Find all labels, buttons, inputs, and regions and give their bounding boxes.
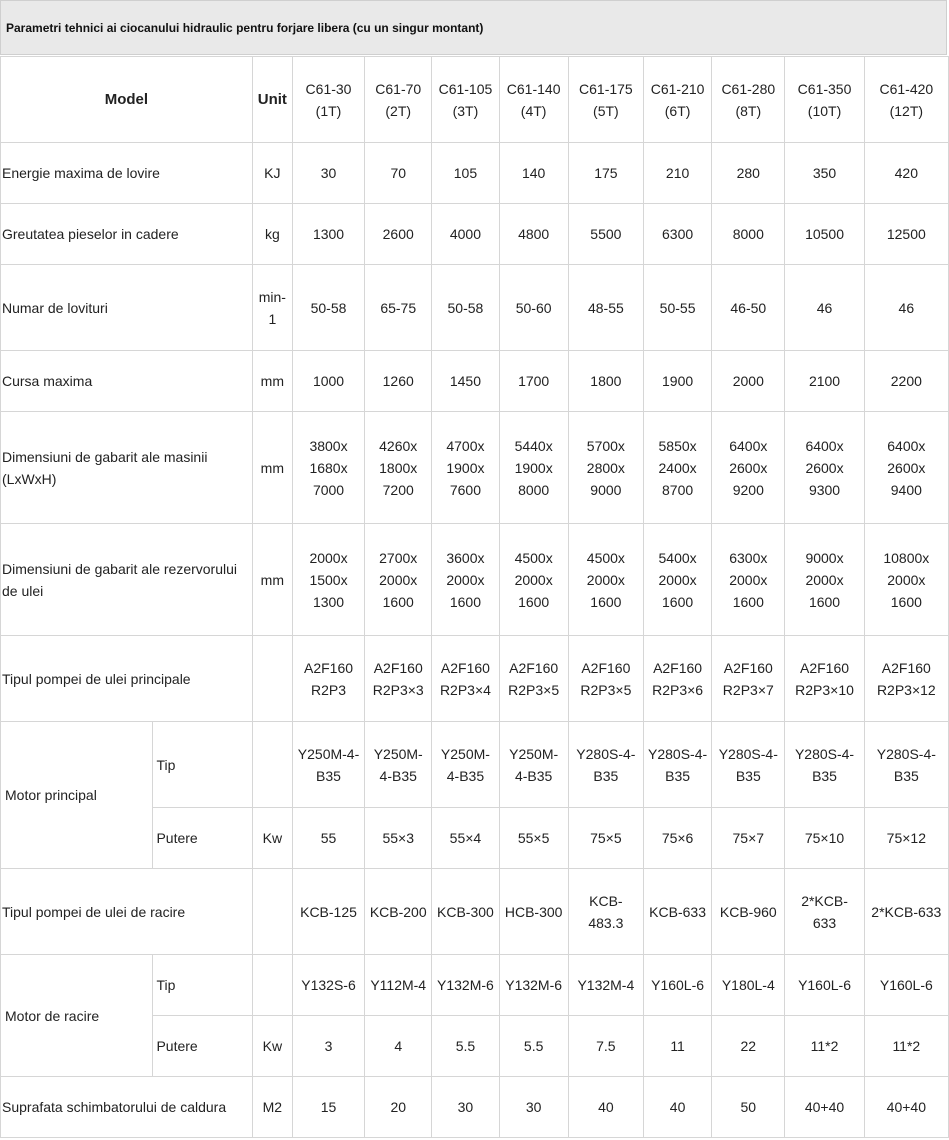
row-lovituri bbox=[1, 265, 949, 351]
unit-cell bbox=[252, 869, 292, 955]
row-greutate bbox=[1, 204, 949, 265]
value-cell: 5850x 2400x 8700 bbox=[643, 412, 711, 524]
value-cell: 7.5 bbox=[568, 1016, 643, 1077]
value-cell: 4000 bbox=[432, 204, 499, 265]
sub-label: Tip bbox=[153, 955, 252, 1016]
value-cell: KCB-125 bbox=[292, 869, 364, 955]
value-cell: 5500 bbox=[568, 204, 643, 265]
value-cell: 140 bbox=[499, 143, 568, 204]
value-cell: Y280S-4- B35 bbox=[643, 722, 711, 808]
value-cell: 1300 bbox=[292, 204, 364, 265]
value-cell: 1260 bbox=[365, 351, 432, 412]
unit-cell: mm bbox=[252, 412, 292, 524]
value-cell: 6400x 2600x 9200 bbox=[712, 412, 785, 524]
value-cell: 40 bbox=[568, 1077, 643, 1138]
unit-cell: KJ bbox=[252, 143, 292, 204]
value-cell: 2600 bbox=[365, 204, 432, 265]
value-cell: 55 bbox=[292, 808, 364, 869]
value-cell: KCB-200 bbox=[365, 869, 432, 955]
value-cell: 3 bbox=[292, 1016, 364, 1077]
header-row bbox=[1, 57, 949, 143]
unit-cell: mm bbox=[252, 524, 292, 636]
unit-cell bbox=[252, 722, 292, 808]
value-cell: 30 bbox=[292, 143, 364, 204]
value-cell: A2F160 R2P3×12 bbox=[864, 636, 948, 722]
value-cell: 8000 bbox=[712, 204, 785, 265]
param-label: Greutatea pieselor in cadere bbox=[1, 204, 253, 265]
value-cell: 75×5 bbox=[568, 808, 643, 869]
param-label: Numar de lovituri bbox=[1, 265, 253, 351]
value-cell: 65-75 bbox=[365, 265, 432, 351]
value-cell: 22 bbox=[712, 1016, 785, 1077]
value-cell: Y280S-4- B35 bbox=[785, 722, 864, 808]
value-cell: Y280S-4- B35 bbox=[568, 722, 643, 808]
value-cell: 75×6 bbox=[643, 808, 711, 869]
param-label: Dimensiuni de gabarit ale rezervorului de ulei bbox=[1, 524, 253, 636]
value-cell: Y132S-6 bbox=[292, 955, 364, 1016]
model-column-header: C61-350 (10T) bbox=[785, 57, 864, 143]
model-header: Model bbox=[1, 57, 253, 143]
value-cell: 30 bbox=[432, 1077, 499, 1138]
value-cell: 5400x 2000x 1600 bbox=[643, 524, 711, 636]
value-cell: 4700x 1900x 7600 bbox=[432, 412, 499, 524]
value-cell: 4 bbox=[365, 1016, 432, 1077]
value-cell: 12500 bbox=[864, 204, 948, 265]
value-cell: Y250M-4- B35 bbox=[292, 722, 364, 808]
value-cell: 3600x 2000x 1600 bbox=[432, 524, 499, 636]
value-cell: Y160L-6 bbox=[864, 955, 948, 1016]
model-column-header: C61-105 (3T) bbox=[432, 57, 499, 143]
param-label: Tipul pompei de ulei de racire bbox=[1, 869, 253, 955]
value-cell: A2F160 R2P3×7 bbox=[712, 636, 785, 722]
value-cell: 11*2 bbox=[864, 1016, 948, 1077]
value-cell: 4500x 2000x 1600 bbox=[568, 524, 643, 636]
value-cell: 6400x 2600x 9300 bbox=[785, 412, 864, 524]
group-label: Motor de racire bbox=[1, 955, 153, 1077]
value-cell: 2200 bbox=[864, 351, 948, 412]
row-gabarit_masina bbox=[1, 412, 949, 524]
value-cell: 55×5 bbox=[499, 808, 568, 869]
value-cell: 75×12 bbox=[864, 808, 948, 869]
value-cell: 50-60 bbox=[499, 265, 568, 351]
value-cell: Y112M-4 bbox=[365, 955, 432, 1016]
value-cell: 15 bbox=[292, 1077, 364, 1138]
value-cell: 75×7 bbox=[712, 808, 785, 869]
value-cell: 40+40 bbox=[785, 1077, 864, 1138]
value-cell: 2100 bbox=[785, 351, 864, 412]
row-suprafata bbox=[1, 1077, 949, 1138]
sub-label: Putere bbox=[153, 808, 252, 869]
value-cell: 4800 bbox=[499, 204, 568, 265]
value-cell: 10800x 2000x 1600 bbox=[864, 524, 948, 636]
value-cell: 2700x 2000x 1600 bbox=[365, 524, 432, 636]
value-cell: Y160L-6 bbox=[785, 955, 864, 1016]
row-energie bbox=[1, 143, 949, 204]
value-cell: 20 bbox=[365, 1077, 432, 1138]
value-cell: Y160L-6 bbox=[643, 955, 711, 1016]
value-cell: 40+40 bbox=[864, 1077, 948, 1138]
value-cell: 175 bbox=[568, 143, 643, 204]
model-column-header: C61-70 (2T) bbox=[365, 57, 432, 143]
value-cell: A2F160 R2P3×3 bbox=[365, 636, 432, 722]
param-label: Suprafata schimbatorului de caldura bbox=[1, 1077, 253, 1138]
value-cell: 70 bbox=[365, 143, 432, 204]
value-cell: 210 bbox=[643, 143, 711, 204]
value-cell: 1700 bbox=[499, 351, 568, 412]
value-cell: Y132M-4 bbox=[568, 955, 643, 1016]
row-gabarit_rezervor bbox=[1, 524, 949, 636]
row-pompa_racire bbox=[1, 869, 949, 955]
value-cell: A2F160 R2P3×10 bbox=[785, 636, 864, 722]
value-cell: 5700x 2800x 9000 bbox=[568, 412, 643, 524]
unit-cell: kg bbox=[252, 204, 292, 265]
value-cell: KCB-960 bbox=[712, 869, 785, 955]
value-cell: 30 bbox=[499, 1077, 568, 1138]
model-column-header: C61-210 (6T) bbox=[643, 57, 711, 143]
value-cell: KCB-633 bbox=[643, 869, 711, 955]
row-motor_principal-tip bbox=[1, 722, 949, 808]
value-cell: KCB-300 bbox=[432, 869, 499, 955]
value-cell: 40 bbox=[643, 1077, 711, 1138]
value-cell: 48-55 bbox=[568, 265, 643, 351]
value-cell: A2F160 R2P3×5 bbox=[568, 636, 643, 722]
value-cell: 2*KCB-633 bbox=[864, 869, 948, 955]
value-cell: 46 bbox=[864, 265, 948, 351]
group-label: Motor principal bbox=[1, 722, 153, 869]
param-label: Energie maxima de lovire bbox=[1, 143, 253, 204]
unit-cell bbox=[252, 636, 292, 722]
value-cell: 1450 bbox=[432, 351, 499, 412]
model-column-header: C61-30 (1T) bbox=[292, 57, 364, 143]
value-cell: 4500x 2000x 1600 bbox=[499, 524, 568, 636]
value-cell: Y132M-6 bbox=[432, 955, 499, 1016]
value-cell: 6300 bbox=[643, 204, 711, 265]
value-cell: 5.5 bbox=[432, 1016, 499, 1077]
value-cell: 1000 bbox=[292, 351, 364, 412]
param-label: Dimensiuni de gabarit ale masinii (LxWxH) bbox=[1, 412, 253, 524]
value-cell: Y132M-6 bbox=[499, 955, 568, 1016]
value-cell: 2000 bbox=[712, 351, 785, 412]
value-cell: 11 bbox=[643, 1016, 711, 1077]
value-cell: 55×4 bbox=[432, 808, 499, 869]
param-label: Cursa maxima bbox=[1, 351, 253, 412]
value-cell: 50-55 bbox=[643, 265, 711, 351]
value-cell: A2F160 R2P3×4 bbox=[432, 636, 499, 722]
value-cell: 2*KCB- 633 bbox=[785, 869, 864, 955]
value-cell: HCB-300 bbox=[499, 869, 568, 955]
unit-cell: Kw bbox=[252, 808, 292, 869]
model-column-header: C61-140 (4T) bbox=[499, 57, 568, 143]
row-motor_racire-tip bbox=[1, 955, 949, 1016]
value-cell: 1900 bbox=[643, 351, 711, 412]
value-cell: 4260x 1800x 7200 bbox=[365, 412, 432, 524]
param-label: Tipul pompei de ulei principale bbox=[1, 636, 253, 722]
value-cell: 280 bbox=[712, 143, 785, 204]
unit-header: Unit bbox=[252, 57, 292, 143]
unit-cell: Kw bbox=[252, 1016, 292, 1077]
unit-cell bbox=[252, 955, 292, 1016]
value-cell: 50-58 bbox=[432, 265, 499, 351]
value-cell: A2F160 R2P3×5 bbox=[499, 636, 568, 722]
value-cell: 50 bbox=[712, 1077, 785, 1138]
model-column-header: C61-420 (12T) bbox=[864, 57, 948, 143]
table-title: Parametri tehnici ai ciocanului hidraulic pentru forjare libera (cu un singur montant) bbox=[0, 0, 947, 55]
value-cell: 3800x 1680x 7000 bbox=[292, 412, 364, 524]
unit-cell: mm bbox=[252, 351, 292, 412]
value-cell: 46 bbox=[785, 265, 864, 351]
value-cell: Y250M- 4-B35 bbox=[499, 722, 568, 808]
value-cell: 5440x 1900x 8000 bbox=[499, 412, 568, 524]
value-cell: 2000x 1500x 1300 bbox=[292, 524, 364, 636]
value-cell: 75×10 bbox=[785, 808, 864, 869]
value-cell: 420 bbox=[864, 143, 948, 204]
value-cell: A2F160 R2P3×6 bbox=[643, 636, 711, 722]
value-cell: 9000x 2000x 1600 bbox=[785, 524, 864, 636]
value-cell: 46-50 bbox=[712, 265, 785, 351]
value-cell: 1800 bbox=[568, 351, 643, 412]
sub-label: Tip bbox=[153, 722, 252, 808]
value-cell: KCB- 483.3 bbox=[568, 869, 643, 955]
row-cursa bbox=[1, 351, 949, 412]
value-cell: Y280S-4- B35 bbox=[864, 722, 948, 808]
value-cell: Y250M- 4-B35 bbox=[432, 722, 499, 808]
value-cell: 10500 bbox=[785, 204, 864, 265]
sub-label: Putere bbox=[153, 1016, 252, 1077]
value-cell: A2F160 R2P3 bbox=[292, 636, 364, 722]
value-cell: 6400x 2600x 9400 bbox=[864, 412, 948, 524]
value-cell: Y180L-4 bbox=[712, 955, 785, 1016]
value-cell: 55×3 bbox=[365, 808, 432, 869]
value-cell: 105 bbox=[432, 143, 499, 204]
row-pompa_principala bbox=[1, 636, 949, 722]
value-cell: 11*2 bbox=[785, 1016, 864, 1077]
value-cell: 6300x 2000x 1600 bbox=[712, 524, 785, 636]
value-cell: 350 bbox=[785, 143, 864, 204]
value-cell: 50-58 bbox=[292, 265, 364, 351]
value-cell: Y280S-4- B35 bbox=[712, 722, 785, 808]
spec-table bbox=[0, 56, 949, 1138]
unit-cell: M2 bbox=[252, 1077, 292, 1138]
unit-cell: min- 1 bbox=[252, 265, 292, 351]
model-column-header: C61-280 (8T) bbox=[712, 57, 785, 143]
value-cell: Y250M- 4-B35 bbox=[365, 722, 432, 808]
value-cell: 5.5 bbox=[499, 1016, 568, 1077]
model-column-header: C61-175 (5T) bbox=[568, 57, 643, 143]
